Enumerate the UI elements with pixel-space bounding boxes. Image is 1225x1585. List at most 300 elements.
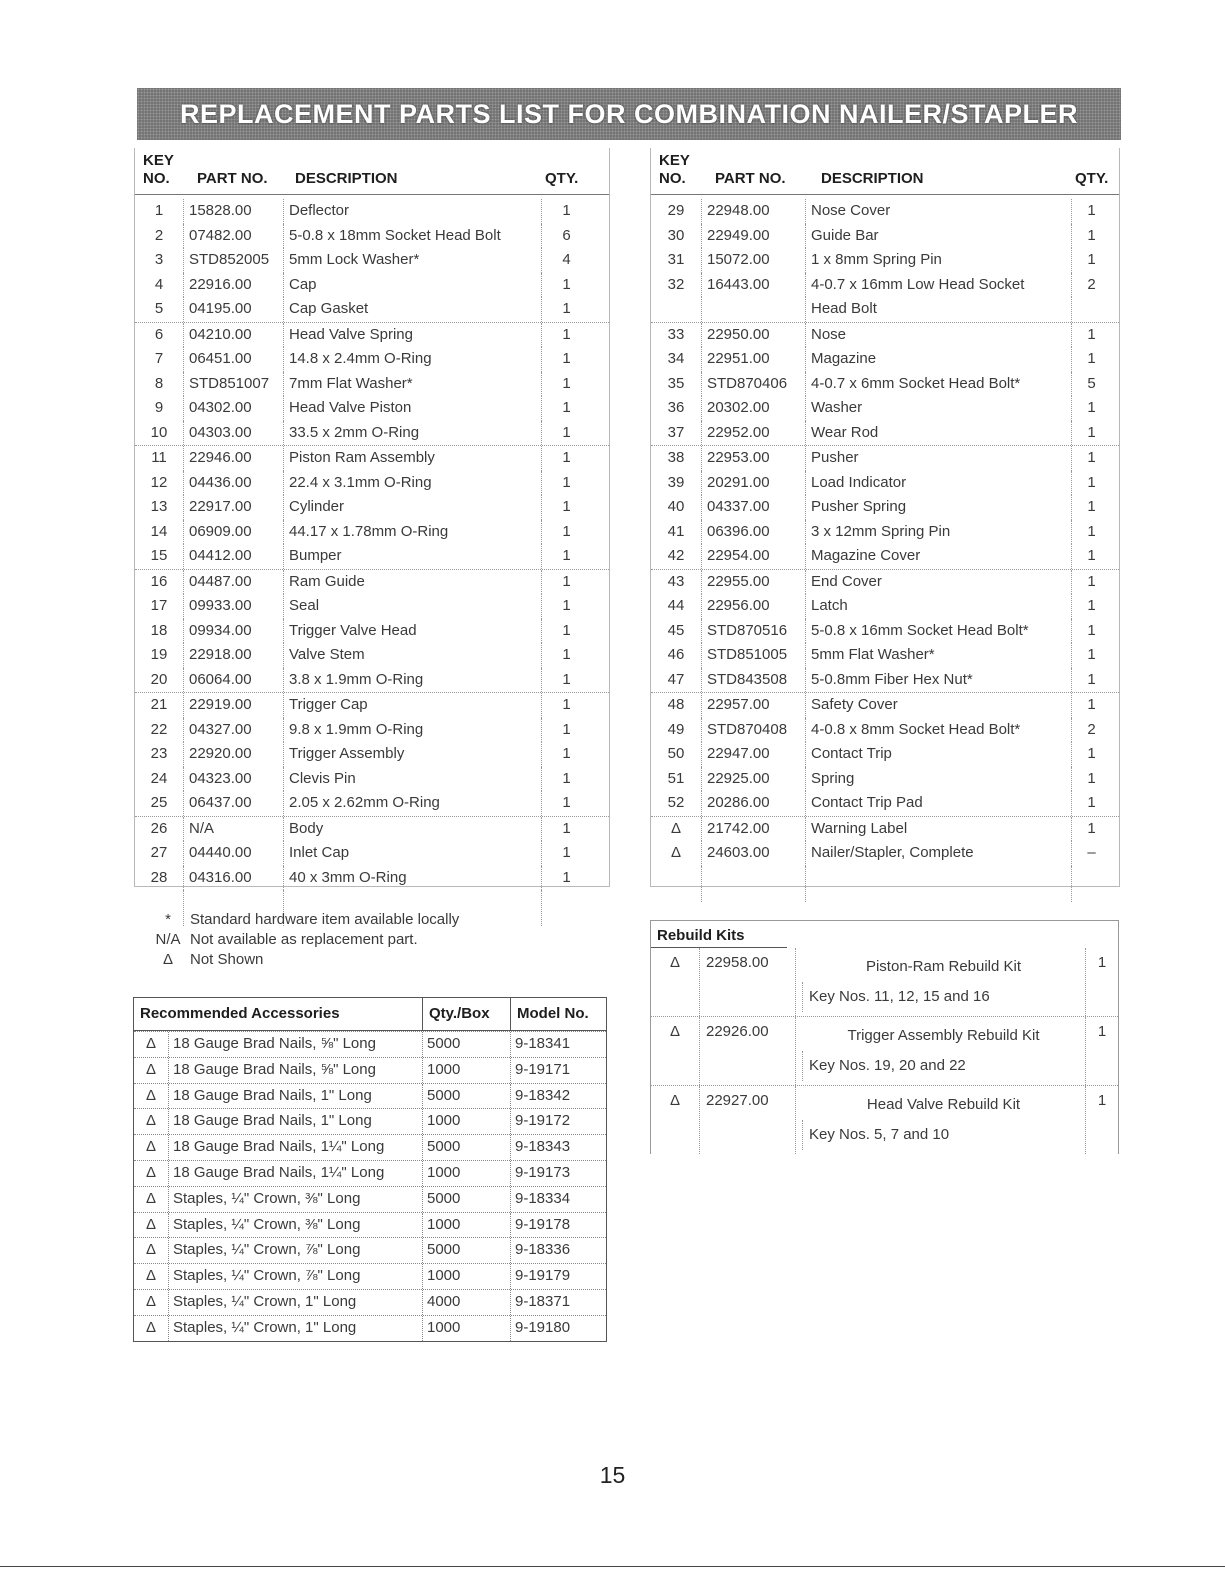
- accessory-row: [134, 1031, 606, 1057]
- accessory-qty: 1000: [422, 1316, 510, 1341]
- part-description: 40 x 3mm O-Ring: [283, 866, 541, 891]
- part-description: 22.4 x 3.1mm O-Ring: [283, 471, 541, 496]
- part-qty: 1: [1071, 668, 1111, 693]
- part-qty: [1071, 297, 1111, 322]
- part-qty: 1: [541, 347, 591, 372]
- accessory-name: 18 Gauge Brad Nails, 1" Long: [168, 1109, 422, 1134]
- part-no: 22957.00: [701, 693, 805, 718]
- parts-table-header: [135, 148, 609, 195]
- parts-row: [651, 742, 1119, 767]
- parts-row: [135, 396, 609, 421]
- kit-qty: 1: [1085, 948, 1118, 1016]
- part-no: 22954.00: [701, 544, 805, 569]
- accessories-rows: [134, 1031, 606, 1341]
- part-qty: –: [1071, 841, 1111, 866]
- accessory-qty: 1000: [422, 1213, 510, 1238]
- accessory-qty: 5000: [422, 1084, 510, 1109]
- part-no: 22916.00: [183, 273, 283, 298]
- not-shown-symbol: Δ: [145, 1318, 157, 1336]
- accessory-model: 9-18341: [510, 1032, 606, 1057]
- part-description: Magazine: [805, 347, 1071, 372]
- part-description: Bumper: [283, 544, 541, 569]
- accessory-row: [134, 1134, 606, 1160]
- accessory-row: [134, 1315, 606, 1341]
- part-no: 20291.00: [701, 471, 805, 496]
- accessory-row: [134, 1160, 606, 1186]
- accessory-row: [134, 1186, 606, 1212]
- parts-row: [135, 718, 609, 743]
- part-qty: 1: [541, 273, 591, 298]
- parts-row: [135, 742, 609, 767]
- part-description: 3.8 x 1.9mm O-Ring: [283, 668, 541, 693]
- part-description: Pusher Spring: [805, 495, 1071, 520]
- rebuild-kit-row: [651, 1016, 1118, 1085]
- parts-row-blank: [651, 866, 1119, 902]
- parts-row: [651, 692, 1119, 718]
- parts-row: [651, 347, 1119, 372]
- key-no: 32: [667, 275, 685, 293]
- part-qty: 1: [541, 570, 591, 595]
- not-shown-symbol: Δ: [145, 1215, 157, 1233]
- part-qty: 1: [541, 619, 591, 644]
- key-no: 44: [667, 597, 685, 614]
- kit-description: [795, 1017, 1085, 1085]
- part-qty: 1: [1071, 791, 1111, 816]
- part-qty: 1: [1071, 495, 1111, 520]
- part-description: Load Indicator: [805, 471, 1071, 496]
- parts-row: [135, 421, 609, 446]
- part-description: Spring: [805, 767, 1071, 792]
- parts-row: [651, 544, 1119, 569]
- not-shown-symbol: Δ: [145, 1086, 157, 1104]
- accessory-qty: 5000: [422, 1135, 510, 1160]
- header-description: DESCRIPTION: [295, 170, 398, 187]
- part-description: Clevis Pin: [283, 767, 541, 792]
- part-qty: 1: [541, 643, 591, 668]
- part-description: Deflector: [283, 199, 541, 224]
- blank-cell: [1071, 866, 1111, 902]
- parts-row: [135, 273, 609, 298]
- accessory-name: Staples, ¼" Crown, ⅜" Long: [168, 1213, 422, 1238]
- part-qty: 1: [541, 668, 591, 693]
- part-description: 4-0.7 x 6mm Socket Head Bolt*: [805, 372, 1071, 397]
- key-no: 37: [667, 423, 685, 441]
- accessories-header-qty: Qty./Box: [422, 998, 510, 1030]
- part-no: 04487.00: [183, 570, 283, 595]
- accessory-row: [134, 1108, 606, 1134]
- header-part-no: PART NO.: [197, 170, 268, 187]
- part-no: 04302.00: [183, 396, 283, 421]
- key-no: 4: [154, 275, 164, 293]
- parts-row: [651, 718, 1119, 743]
- not-shown-symbol: Δ: [145, 1189, 157, 1207]
- part-qty: 1: [541, 693, 591, 718]
- header-part-no: PART NO.: [715, 170, 786, 187]
- part-qty: 1: [1071, 570, 1111, 595]
- part-description: Guide Bar: [805, 224, 1071, 249]
- kit-description: [795, 948, 1085, 1016]
- not-shown-symbol: Δ: [145, 1267, 157, 1285]
- part-description: 5mm Lock Washer*: [283, 248, 541, 273]
- key-no: 3: [154, 251, 164, 268]
- blank-cell: [701, 866, 805, 902]
- key-no: 2: [154, 226, 164, 244]
- part-no: 04440.00: [183, 841, 283, 866]
- rebuild-kits-title: Rebuild Kits: [651, 921, 787, 948]
- key-no: Δ: [670, 844, 682, 861]
- key-no: 36: [667, 399, 685, 416]
- parts-row: [135, 692, 609, 718]
- key-no: 31: [667, 251, 685, 268]
- part-no: 09934.00: [183, 619, 283, 644]
- key-no: 43: [667, 572, 685, 590]
- parts-row: [651, 495, 1119, 520]
- accessory-qty: 1000: [422, 1264, 510, 1289]
- part-qty: 1: [541, 323, 591, 348]
- part-description: Cap Gasket: [283, 297, 541, 322]
- part-qty: 1: [541, 297, 591, 322]
- key-no: 26: [150, 819, 168, 837]
- parts-row: [651, 643, 1119, 668]
- part-description: Nose Cover: [805, 199, 1071, 224]
- accessory-row: [134, 1083, 606, 1109]
- accessory-row: [134, 1289, 606, 1315]
- page-title: REPLACEMENT PARTS LIST FOR COMBINATION NAILER/STAPLER: [180, 98, 1078, 129]
- accessory-row: [134, 1057, 606, 1083]
- accessory-qty: 1000: [422, 1161, 510, 1186]
- part-no: 15072.00: [701, 248, 805, 273]
- part-description: 7mm Flat Washer*: [283, 372, 541, 397]
- parts-row: [651, 396, 1119, 421]
- kit-key-numbers: Key Nos. 11, 12, 15 and 16: [802, 982, 1085, 1012]
- legend-notes: [146, 910, 510, 970]
- parts-row: [135, 199, 609, 224]
- key-no: 11: [151, 449, 167, 466]
- accessory-name: Staples, ¼" Crown, 1" Long: [168, 1290, 422, 1315]
- part-qty: 1: [541, 421, 591, 446]
- header-description: DESCRIPTION: [821, 170, 924, 187]
- part-qty: 6: [541, 224, 591, 249]
- part-no: STD870516: [701, 619, 805, 644]
- part-description: Magazine Cover: [805, 544, 1071, 569]
- note-symbol: N/A: [155, 931, 181, 948]
- part-no: 22917.00: [183, 495, 283, 520]
- accessory-model: 9-19173: [510, 1161, 606, 1186]
- parts-row: [135, 248, 609, 273]
- accessories-header: [134, 998, 606, 1031]
- accessory-name: 18 Gauge Brad Nails, 1¼" Long: [168, 1161, 422, 1186]
- key-no: 50: [667, 745, 685, 762]
- part-description: Contact Trip: [805, 742, 1071, 767]
- key-no: 40: [667, 498, 685, 515]
- part-description: Contact Trip Pad: [805, 791, 1071, 816]
- note-item: [146, 910, 510, 930]
- parts-row: [135, 372, 609, 397]
- note-symbol: Δ: [162, 951, 174, 968]
- part-qty: 1: [1071, 693, 1111, 718]
- part-description: End Cover: [805, 570, 1071, 595]
- parts-row: [651, 372, 1119, 397]
- key-no: 1: [154, 202, 164, 219]
- accessory-model: 9-19180: [510, 1316, 606, 1341]
- key-no: 28: [150, 868, 168, 886]
- kit-part-no: 22958.00: [699, 948, 795, 1016]
- key-no: 9: [154, 399, 164, 416]
- key-no: 8: [154, 374, 164, 392]
- parts-row: [135, 791, 609, 816]
- not-shown-symbol: Δ: [145, 1060, 157, 1078]
- part-qty: 1: [541, 718, 591, 743]
- part-no: 04210.00: [183, 323, 283, 348]
- part-no: 06451.00: [183, 347, 283, 372]
- part-no: 22951.00: [701, 347, 805, 372]
- part-description: Trigger Assembly: [283, 742, 541, 767]
- part-qty: 1: [541, 841, 591, 866]
- kit-qty: 1: [1085, 1086, 1118, 1154]
- parts-table-header: [651, 148, 1119, 195]
- part-no: 21742.00: [701, 817, 805, 842]
- rebuild-kit-row: [651, 948, 1118, 1016]
- kit-name: Piston-Ram Rebuild Kit: [865, 958, 1022, 975]
- key-no: 13: [150, 498, 168, 515]
- part-no: 22920.00: [183, 742, 283, 767]
- part-description: Cylinder: [283, 495, 541, 520]
- parts-row: [135, 619, 609, 644]
- key-no: 25: [150, 794, 168, 811]
- key-no: 39: [667, 473, 685, 491]
- part-no: 06909.00: [183, 520, 283, 545]
- parts-row: [651, 421, 1119, 446]
- part-no: 22948.00: [701, 199, 805, 224]
- part-no: STD851007: [183, 372, 283, 397]
- parts-row: [135, 520, 609, 545]
- parts-row: [135, 347, 609, 372]
- part-description: Seal: [283, 594, 541, 619]
- rebuild-kits-rows: [651, 948, 1118, 1154]
- part-no: 09933.00: [183, 594, 283, 619]
- note-text: Not available as replacement part.: [190, 931, 418, 948]
- part-no: 16443.00: [701, 273, 805, 298]
- accessory-model: 9-18336: [510, 1238, 606, 1263]
- part-no: STD870408: [701, 718, 805, 743]
- accessory-name: 18 Gauge Brad Nails, ⅝" Long: [168, 1058, 422, 1083]
- kit-key-numbers: Key Nos. 5, 7 and 10: [802, 1120, 1085, 1150]
- part-no: 04195.00: [183, 297, 283, 322]
- parts-row: [135, 445, 609, 471]
- part-no: 04327.00: [183, 718, 283, 743]
- not-shown-symbol: Δ: [145, 1241, 157, 1259]
- accessories-header-model: Model No.: [510, 998, 606, 1030]
- part-qty: 1: [1071, 199, 1111, 224]
- parts-row: [651, 297, 1119, 322]
- parts-row: [651, 322, 1119, 348]
- part-no: 22950.00: [701, 323, 805, 348]
- part-description: Ram Guide: [283, 570, 541, 595]
- part-qty: 1: [1071, 323, 1111, 348]
- key-no: 22: [150, 720, 168, 738]
- accessory-qty: 1000: [422, 1109, 510, 1134]
- parts-row: [135, 841, 609, 866]
- part-qty: 2: [1071, 273, 1111, 298]
- kit-qty: 1: [1085, 1017, 1118, 1085]
- key-no: 41: [667, 522, 685, 540]
- part-description: Warning Label: [805, 817, 1071, 842]
- part-no: N/A: [183, 817, 283, 842]
- not-shown-symbol: Δ: [145, 1163, 157, 1181]
- key-no: 38: [667, 449, 685, 466]
- parts-row: [135, 866, 609, 891]
- part-description: 2.05 x 2.62mm O-Ring: [283, 791, 541, 816]
- part-no: [701, 297, 805, 322]
- note-text: Not Shown: [190, 951, 264, 968]
- page-bottom-rule: [0, 1566, 1225, 1567]
- header-qty: QTY.: [545, 170, 579, 187]
- accessories-header-name: Recommended Accessories: [140, 1005, 340, 1022]
- not-shown-symbol: Δ: [669, 1023, 681, 1040]
- parts-row: [135, 816, 609, 842]
- key-no: 47: [667, 670, 685, 688]
- kit-name: Trigger Assembly Rebuild Kit: [847, 1027, 1040, 1044]
- accessories-table: [133, 997, 607, 1342]
- part-no: 22925.00: [701, 767, 805, 792]
- key-no: 34: [667, 350, 685, 367]
- part-qty: 1: [1071, 396, 1111, 421]
- part-qty: 1: [541, 199, 591, 224]
- accessory-model: 9-18334: [510, 1187, 606, 1212]
- key-no: 27: [150, 844, 168, 861]
- part-qty: 2: [1071, 718, 1111, 743]
- part-description: Head Bolt: [805, 297, 1071, 322]
- part-description: 9.8 x 1.9mm O-Ring: [283, 718, 541, 743]
- part-description: 14.8 x 2.4mm O-Ring: [283, 347, 541, 372]
- parts-row: [651, 224, 1119, 249]
- parts-row: [651, 520, 1119, 545]
- part-qty: 1: [1071, 643, 1111, 668]
- rebuild-kits-table: [650, 920, 1119, 1154]
- part-no: 22946.00: [183, 446, 283, 471]
- key-no: 48: [667, 696, 685, 713]
- parts-row: [651, 668, 1119, 693]
- part-qty: 1: [541, 544, 591, 569]
- part-qty: 1: [1071, 594, 1111, 619]
- key-no: 15: [150, 547, 168, 564]
- part-no: 22953.00: [701, 446, 805, 471]
- title-banner: [137, 88, 1121, 140]
- key-no: [651, 297, 701, 322]
- parts-row: [135, 471, 609, 496]
- part-no: STD851005: [701, 643, 805, 668]
- part-no: 22949.00: [701, 224, 805, 249]
- part-qty: 1: [1071, 742, 1111, 767]
- header-qty: QTY.: [1075, 170, 1109, 187]
- part-no: 06064.00: [183, 668, 283, 693]
- key-no: 12: [150, 473, 168, 491]
- part-qty: 5: [1071, 372, 1111, 397]
- parts-row: [651, 471, 1119, 496]
- parts-row: [135, 322, 609, 348]
- parts-row: [651, 619, 1119, 644]
- parts-rows-right: [651, 195, 1119, 902]
- part-no: STD870406: [701, 372, 805, 397]
- part-description: 5-0.8mm Fiber Hex Nut*: [805, 668, 1071, 693]
- parts-row: [135, 297, 609, 322]
- part-no: 20302.00: [701, 396, 805, 421]
- parts-row: [651, 569, 1119, 595]
- key-no: 35: [667, 374, 685, 392]
- parts-row: [651, 445, 1119, 471]
- part-no: 24603.00: [701, 841, 805, 866]
- part-no: 20286.00: [701, 791, 805, 816]
- part-qty: 1: [541, 817, 591, 842]
- part-description: Trigger Cap: [283, 693, 541, 718]
- accessory-qty: 5000: [422, 1238, 510, 1263]
- parts-row: [651, 791, 1119, 816]
- parts-row: [651, 248, 1119, 273]
- parts-row: [651, 816, 1119, 842]
- key-no: 23: [150, 745, 168, 762]
- key-no: 19: [150, 646, 168, 663]
- part-qty: 1: [1071, 471, 1111, 496]
- part-no: 06396.00: [701, 520, 805, 545]
- parts-row: [135, 668, 609, 693]
- key-no: 46: [667, 646, 685, 663]
- part-description: 4-0.8 x 8mm Socket Head Bolt*: [805, 718, 1071, 743]
- part-qty: 1: [1071, 520, 1111, 545]
- parts-row: [135, 544, 609, 569]
- part-qty: 1: [1071, 446, 1111, 471]
- part-no: 04316.00: [183, 866, 283, 891]
- part-qty: 1: [541, 594, 591, 619]
- parts-row: [651, 594, 1119, 619]
- part-qty: 1: [541, 742, 591, 767]
- part-no: 04436.00: [183, 471, 283, 496]
- key-no: 6: [154, 325, 164, 343]
- part-description: Safety Cover: [805, 693, 1071, 718]
- parts-rows-left: [135, 195, 609, 926]
- rebuild-kit-row: [651, 1085, 1118, 1154]
- accessory-row: [134, 1237, 606, 1263]
- accessory-model: 9-18343: [510, 1135, 606, 1160]
- key-no: 52: [667, 794, 685, 811]
- part-qty: 1: [541, 372, 591, 397]
- part-description: 33.5 x 2mm O-Ring: [283, 421, 541, 446]
- part-qty: 1: [541, 471, 591, 496]
- part-no: 22952.00: [701, 421, 805, 446]
- part-no: STD852005: [183, 248, 283, 273]
- part-qty: 4: [541, 248, 591, 273]
- parts-row: [651, 199, 1119, 224]
- parts-row: [651, 767, 1119, 792]
- key-no: 33: [667, 325, 685, 343]
- accessory-name: Staples, ¼" Crown, 1" Long: [168, 1316, 422, 1341]
- part-no: 07482.00: [183, 224, 283, 249]
- part-qty: 1: [541, 791, 591, 816]
- part-no: 22919.00: [183, 693, 283, 718]
- kit-part-no: 22926.00: [699, 1017, 795, 1085]
- part-description: 44.17 x 1.78mm O-Ring: [283, 520, 541, 545]
- part-qty: 1: [1071, 817, 1111, 842]
- parts-table-left: [134, 148, 610, 887]
- part-description: Latch: [805, 594, 1071, 619]
- accessory-name: 18 Gauge Brad Nails, 1" Long: [168, 1084, 422, 1109]
- part-qty: 1: [1071, 767, 1111, 792]
- accessory-name: Staples, ¼" Crown, ⅜" Long: [168, 1187, 422, 1212]
- key-no: 51: [667, 769, 685, 787]
- header-key: KEY: [659, 152, 690, 169]
- parts-row: [135, 767, 609, 792]
- not-shown-symbol: Δ: [145, 1035, 157, 1052]
- part-description: Nose: [805, 323, 1071, 348]
